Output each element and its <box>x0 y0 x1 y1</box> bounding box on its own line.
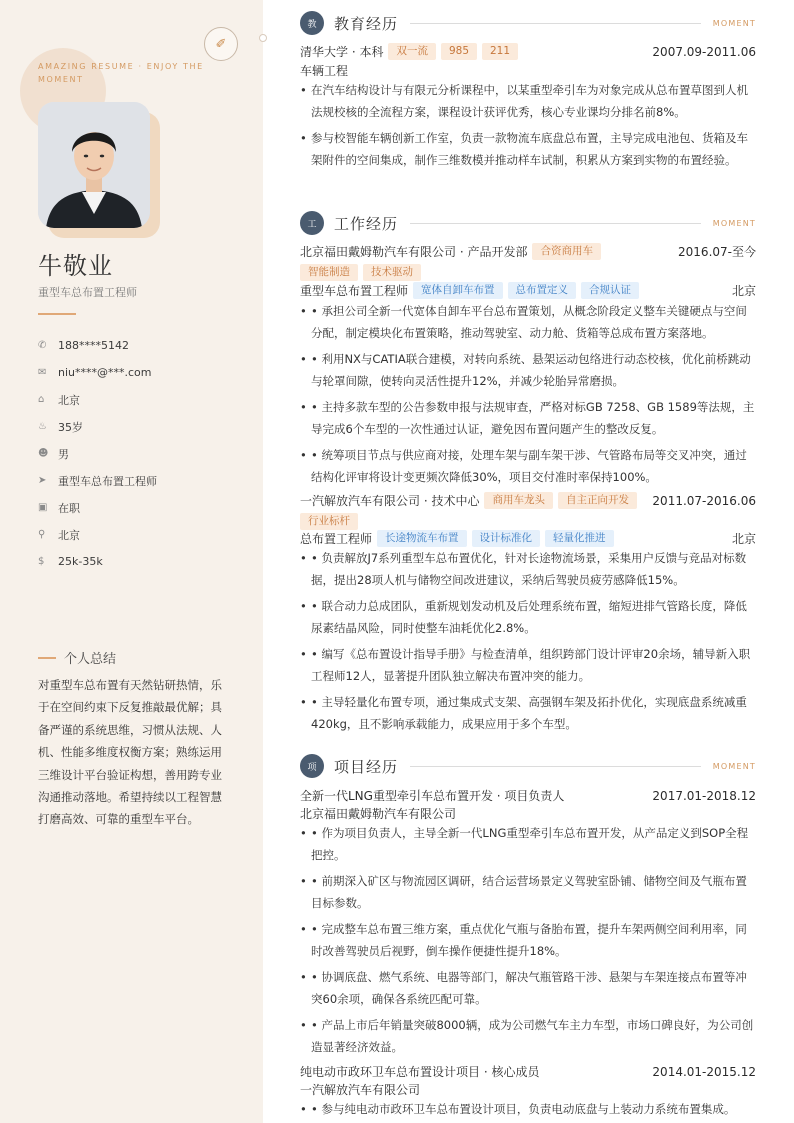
chip: 985 <box>441 43 477 60</box>
section-tag: MOMENT <box>712 761 756 771</box>
chip: 轻量化推进 <box>545 530 614 547</box>
contact-phone <box>38 332 248 359</box>
chip: 总布置定义 <box>508 282 577 299</box>
position: 重型车总布置工程师 <box>300 284 409 298</box>
project-company: 一汽解放汽车有限公司 <box>300 1083 421 1097</box>
job-bullets <box>300 547 756 735</box>
job-bullets <box>300 300 756 488</box>
list-item: • • 参与纯电动市政环卫车总布置设计项目，负责电动底盘与上装动力系统布置集成。 <box>300 1098 756 1120</box>
summary-heading <box>38 648 116 667</box>
job-chips <box>300 264 421 281</box>
chip: 技术驱动 <box>363 264 421 281</box>
contact-gender <box>38 440 248 467</box>
contact-value: 35岁 <box>58 420 83 434</box>
school-name: 清华大学 · 本科 <box>300 45 384 59</box>
contact-location <box>38 521 248 548</box>
position: 总布置工程师 <box>300 532 373 546</box>
list-item: • 参与校智能车辆创新工作室，负责一款物流车底盘总布置，主导完成电池包、货箱及车架附件的空间集成，制作三维数模并推动样车试制，积累从方案到实物的布置经验。 <box>300 127 756 171</box>
salary-icon: $ <box>38 556 45 567</box>
contact-value: 重型车总布置工程师 <box>58 474 157 488</box>
section-title: 教育经历 <box>334 14 399 33</box>
tagline: AMAZING RESUME · ENJOY THE MOMENT <box>38 62 204 84</box>
company: 一汽解放汽车有限公司 · 技术中心 <box>300 494 480 508</box>
project-company: 北京福田戴姆勒汽车有限公司 <box>300 807 457 821</box>
contact-city <box>38 386 248 413</box>
section-title: 工作经历 <box>334 214 399 233</box>
chip: 双一流 <box>388 43 436 60</box>
contact-value: 北京 <box>58 528 80 542</box>
period: 2014.01-2015.12 <box>652 1064 756 1079</box>
job-title: 重型车总布置工程师 <box>38 286 137 299</box>
section-badge: 教 <box>300 11 324 35</box>
major: 车辆工程 <box>300 64 349 78</box>
list-item: • • 前期深入矿区与物流园区调研，结合运营场景定义驾驶室卧铺、储物空间及气瓶布置目标参数。 <box>300 870 756 914</box>
period: 2011.07-2016.06 <box>652 493 756 508</box>
send-icon: ➤ <box>38 475 47 486</box>
chip: 211 <box>482 43 518 60</box>
contact-salary <box>38 548 248 575</box>
summary-accent-bar <box>38 657 56 659</box>
project-header <box>300 787 756 804</box>
person-name: 牛敬业 <box>38 252 113 280</box>
decorative-dot <box>259 34 267 42</box>
mail-icon: ✉ <box>38 367 47 378</box>
profile-photo <box>38 102 150 228</box>
section-education-header <box>300 10 756 36</box>
list-item: • 在汽车结构设计与有限元分析课程中，以某重型牵引车为对象完成从总布置草图到人机法规校核的全流程方案，课程设计获评优秀，核心专业课均分排名前8%。 <box>300 79 756 123</box>
city: 北京 <box>731 284 756 298</box>
sidebar <box>0 0 263 1123</box>
section-divider <box>410 223 701 224</box>
contact-list <box>38 332 248 575</box>
section-badge: 项 <box>300 754 324 778</box>
contact-value: niu****@***.com <box>58 366 152 379</box>
project-bullets <box>300 822 756 1058</box>
list-item: • • 完成整车总布置三维方案，重点优化气瓶与备胎布置，提升车架两侧空间利用率，同时改善驾驶员后视野，倒车操作便捷性提升18%。 <box>300 918 756 962</box>
contact-value: 男 <box>58 447 69 461</box>
contact-status <box>38 494 248 521</box>
accent-divider <box>38 313 76 315</box>
job-header <box>300 243 756 260</box>
cake-icon: ♨ <box>38 421 47 432</box>
chip: 行业标杆 <box>300 513 358 530</box>
project-company-row <box>300 805 756 822</box>
period: 2016.07-至今 <box>678 245 756 259</box>
list-item: • • 编写《总布置设计指导手册》与检查清单，组织跨部门设计评审20余场，辅导新入职工程师12人，显著提升团队独立解决布置冲突的能力。 <box>300 643 756 687</box>
list-item: • • 负责解放J7系列重型车总布置优化，针对长途物流场景，采集用户反馈与竞品对标数据，提出28项人机与储物空间改进建议，采纳后驾驶员疲劳感降低15%。 <box>300 547 756 591</box>
project-name: 纯电动市政环卫车总布置设计项目 · 核心成员 <box>300 1065 540 1079</box>
position-row <box>300 282 756 299</box>
contact-value: 188****5142 <box>58 339 129 352</box>
chip: 合规认证 <box>581 282 639 299</box>
section-tag: MOMENT <box>712 18 756 28</box>
section-work-header <box>300 210 756 236</box>
major-row <box>300 62 756 79</box>
chip: 智能制造 <box>300 264 358 281</box>
project-bullets <box>300 1098 756 1120</box>
briefcase-icon: ▣ <box>38 502 48 513</box>
section-title: 项目经历 <box>334 757 399 776</box>
chip: 商用车龙头 <box>484 492 553 509</box>
company: 北京福田戴姆勒汽车有限公司 · 产品开发部 <box>300 245 528 259</box>
city: 北京 <box>731 532 756 546</box>
summary-title: 个人总结 <box>64 652 117 667</box>
chip: 宽体自卸车布置 <box>413 282 503 299</box>
chip: 设计标准化 <box>472 530 541 547</box>
contact-value: 北京 <box>58 393 80 407</box>
chip: 长途物流车布置 <box>377 530 467 547</box>
list-item: • • 利用NX与CATIA联合建模，对转向系统、悬架运动包络进行动态校核，优化前桥跳动与轮罩间隙，使转向灵活性提升12%，并减少轮胎异常磨损。 <box>300 348 756 392</box>
contact-age <box>38 413 248 440</box>
home-icon: ⌂ <box>38 394 45 405</box>
location-icon: ⚲ <box>38 529 46 540</box>
contact-target-role <box>38 467 248 494</box>
list-item: • • 主导轻量化布置专项，通过集成式支架、高强钢车架及拓扑优化，实现底盘系统减重420kg，且不影响承载能力，成果应用于多个车型。 <box>300 691 756 735</box>
period: 2017.01-2018.12 <box>652 788 756 803</box>
period: 2007.09-2011.06 <box>652 44 756 59</box>
chip: 自主正向开发 <box>558 492 637 509</box>
list-item: • • 协调底盘、燃气系统、电器等部门，解决气瓶管路干涉、悬架与车架连接点布置等冲突60余项，确保各系统匹配可靠。 <box>300 966 756 1010</box>
list-item: • • 作为项目负责人，主导全新一代LNG重型牵引车总布置开发，从产品定义到SOP全程把控。 <box>300 822 756 866</box>
education-row <box>300 43 756 60</box>
job-header <box>300 492 756 509</box>
list-item: • • 联合动力总成团队，重新规划发动机及后处理系统布置，缩短进排气管路长度，降低尿素结晶风险，同时使整车油耗优化2.8%。 <box>300 595 756 639</box>
leaf-icon: ✐ <box>204 27 238 61</box>
list-item: • • 产品上市后年销量突破8000辆，成为公司燃气车主力车型，市场口碑良好，为公司创造显著经济效益。 <box>300 1014 756 1058</box>
contact-value: 25k-35k <box>58 555 103 568</box>
section-divider <box>410 23 701 24</box>
contact-value: 在职 <box>58 501 80 515</box>
position-row <box>300 530 756 547</box>
portrait-illustration <box>38 102 150 228</box>
section-tag: MOMENT <box>712 218 756 228</box>
list-item: • • 承担公司全新一代宽体自卸车平台总布置策划，从概念阶段定义整车关键硬点与空间分配，制定模块化布置策略，推动驾驶室、动力舱、货箱等总成布置方案落地。 <box>300 300 756 344</box>
job-chips <box>300 513 358 530</box>
section-divider <box>410 766 701 767</box>
project-name: 全新一代LNG重型牵引车总布置开发 · 项目负责人 <box>300 789 565 803</box>
section-badge: 工 <box>300 211 324 235</box>
list-item: • • 主持多款车型的公告参数申报与法规审查，严格对标GB 7258、GB 1589等法规，主导完成6个车型的一次性通过认证，避免因布置问题产生的整改反复。 <box>300 396 756 440</box>
summary-text: 对重型车总布置有天然钻研热情，乐于在空间约束下反复推敲最优解；具备严谨的系统思维，习惯从法规、人机、性能多维度权衡方案；熟练运用三维设计平台验证构想，善用跨专业沟通推动落地。希望持续以工程智慧打磨高效、可靠的重型车平台。 <box>38 678 222 827</box>
list-item: • • 统筹项目节点与供应商对接，处理车架与副车架干涉、气管路布局等交叉冲突，通过结构化评审将设计变更频次降低30%，项目交付准时率保持100%。 <box>300 444 756 488</box>
contact-email <box>38 359 248 386</box>
gender-icon: ☻ <box>38 448 49 459</box>
chip: 合资商用车 <box>532 243 601 260</box>
project-company-row <box>300 1081 756 1098</box>
project-header <box>300 1063 756 1080</box>
section-projects-header <box>300 753 756 779</box>
education-bullets <box>300 79 756 171</box>
phone-icon: ✆ <box>38 340 47 351</box>
